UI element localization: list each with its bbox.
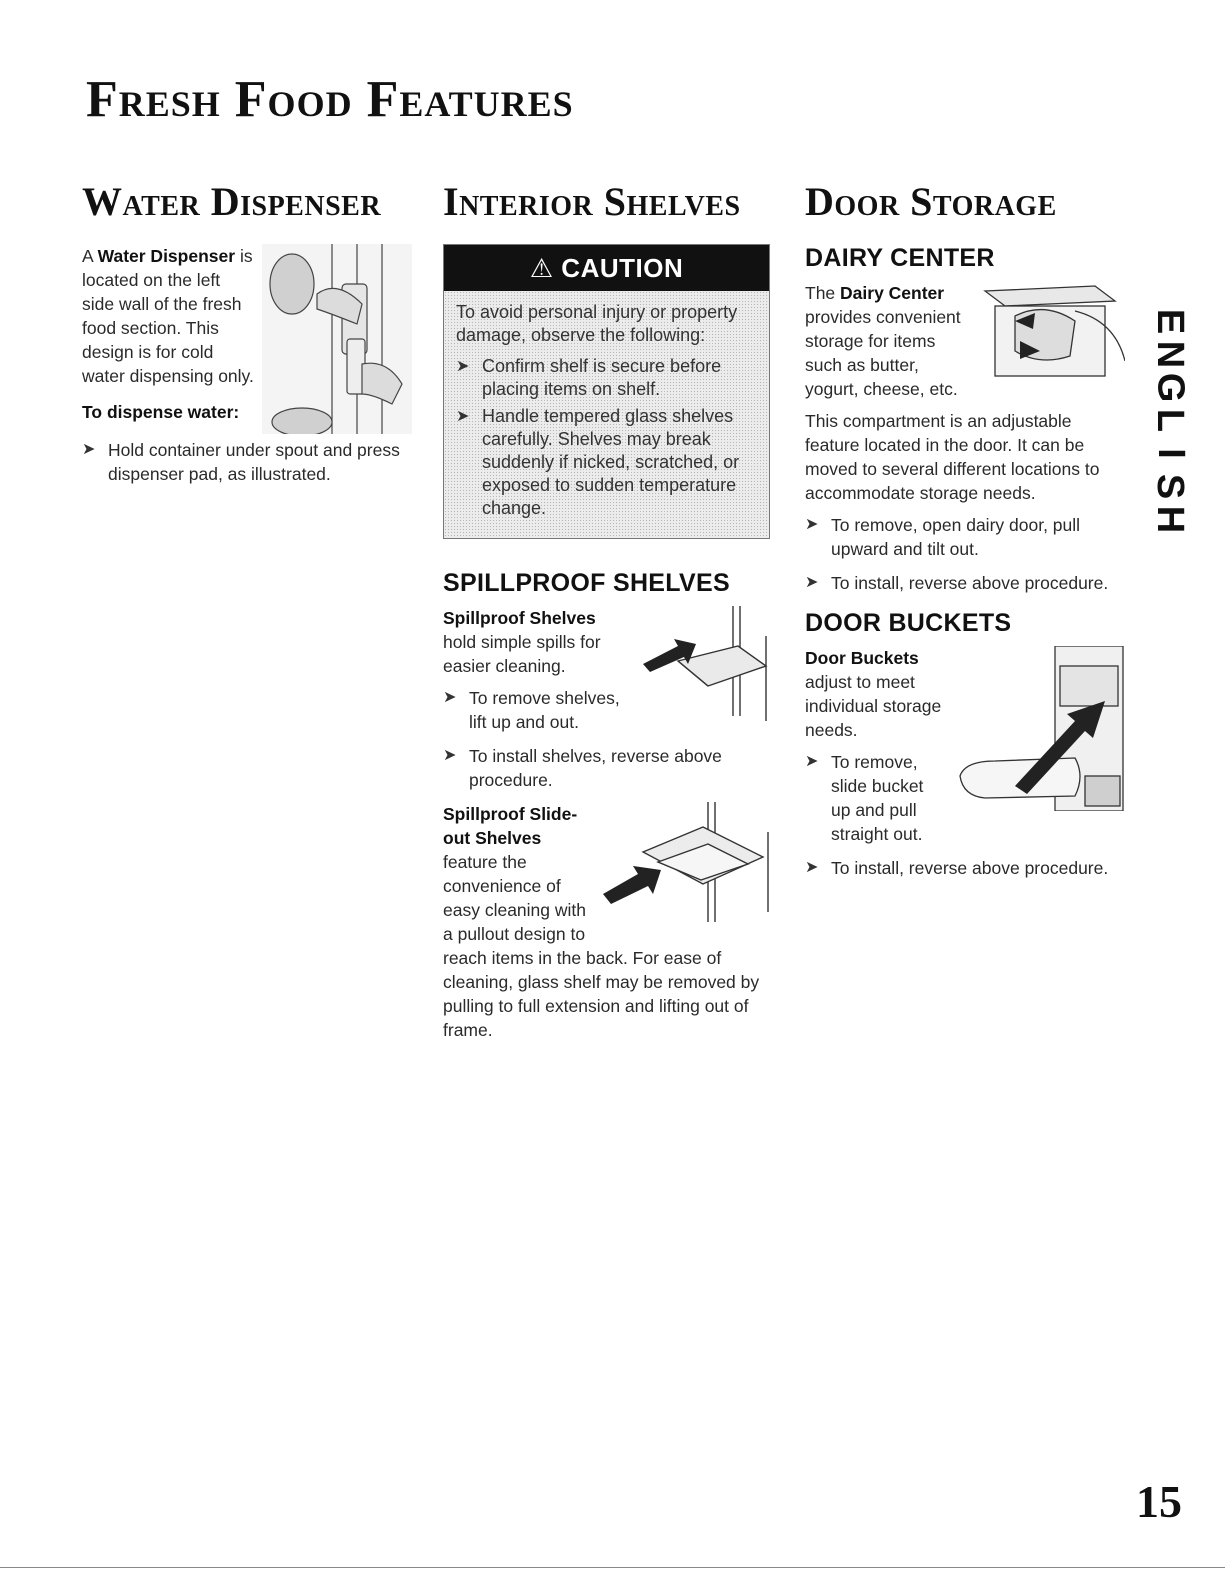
- interior-shelves-section: [443, 178, 773, 1050]
- intro-bold: Water Dispenser: [97, 246, 236, 266]
- caution-body: [444, 291, 769, 538]
- side-tab-letter: G: [1149, 372, 1192, 403]
- howto-label: To dispense water:: [82, 402, 240, 422]
- water-dispenser-section: [82, 178, 412, 496]
- list-item: ➤ To remove shelves, lift up and out.: [443, 688, 620, 732]
- intro-bold: Spillproof Shelves: [443, 608, 596, 628]
- caution-intro: To avoid personal injury or property damage, observe the following:: [456, 302, 738, 345]
- list-item: ➤ To install shelves, reverse above procedure.: [443, 746, 722, 790]
- warning-triangle-icon: ⚠: [529, 253, 554, 283]
- page-title: Fresh Food Features: [86, 71, 574, 128]
- arrowhead-right-icon: ➤: [805, 516, 819, 533]
- side-tab-letter: E: [1149, 308, 1192, 335]
- door-buckets-heading: DOOR BUCKETS: [805, 609, 1012, 637]
- intro-prefix: A: [82, 246, 93, 266]
- dairy-center-body: This compartment is an adjustable feature located in the door. It can be moved to several different locations to accommodate storage needs.: [805, 411, 1100, 503]
- door-storage-title: Door Storage: [805, 179, 1057, 224]
- side-tab-letter: N: [1149, 340, 1192, 369]
- side-tab-letter: I: [1149, 448, 1192, 459]
- slideout-bold: Spillproof Slide-out Shelves: [443, 804, 578, 848]
- intro-bold: Door Buckets: [805, 648, 919, 668]
- list-item: ➤ Hold container under spout and press dispenser pad, as illustrated.: [82, 440, 400, 484]
- door-storage-section: [805, 178, 1125, 890]
- footer-divider: [0, 1567, 1225, 1568]
- interior-shelves-title: Interior Shelves: [443, 179, 741, 224]
- list-item: ➤ To install, reverse above procedure.: [805, 573, 1109, 593]
- caution-heading: CAUTION: [561, 253, 684, 283]
- water-dispenser-title: Water Dispenser: [82, 179, 382, 224]
- intro-rest: is located on the left side wall of the fresh food section. This design is for cold water dispensing only.: [82, 246, 254, 386]
- intro-rest: adjust to meet individual storage needs.: [805, 672, 942, 740]
- spillproof-heading: SPILLPROOF SHELVES: [443, 569, 730, 597]
- arrowhead-right-icon: ➤: [82, 441, 96, 458]
- list-item: ➤ To install, reverse above procedure.: [805, 858, 1109, 878]
- list-item: ➤ Handle tempered glass shelves carefully. Shelves may break suddenly if nicked, scratched, or exposed to sudden temperature change.: [456, 406, 740, 518]
- language-side-tab: [1150, 305, 1190, 550]
- arrowhead-right-icon: ➤: [456, 358, 470, 375]
- arrowhead-right-icon: ➤: [456, 408, 470, 425]
- slideout-rest: feature the convenience of easy cleaning with a pullout design to reach items in the back. For ease of cleaning, glass shelf may be removed by pulling to full extension and lifting out of frame.: [443, 852, 760, 1040]
- arrowhead-right-icon: ➤: [805, 574, 819, 591]
- water-dispenser-illustration: [262, 244, 412, 434]
- intro-bold: Dairy Center: [840, 283, 945, 303]
- side-tab-letter: S: [1149, 473, 1192, 500]
- caution-bullets: [456, 355, 757, 520]
- water-dispenser-bullets: [82, 438, 412, 486]
- list-item: ➤ To remove, open dairy door, pull upward and tilt out.: [805, 515, 1081, 559]
- slideout-shelf-illustration: [603, 802, 773, 922]
- spillproof-bullets: [443, 686, 773, 792]
- page-number: 15: [1136, 1476, 1182, 1527]
- arrowhead-right-icon: ➤: [443, 747, 457, 764]
- side-tab-letter: L: [1149, 408, 1192, 433]
- arrowhead-right-icon: ➤: [805, 753, 819, 770]
- door-buckets-bullets: [805, 750, 1125, 880]
- intro-rest: hold simple spills for easier cleaning.: [443, 632, 601, 676]
- intro-rest: provides convenient storage for items such as butter, yogurt, cheese, etc.: [805, 307, 961, 399]
- arrowhead-right-icon: ➤: [805, 859, 819, 876]
- dairy-center-illustration: [975, 281, 1125, 386]
- side-tab-letter: H: [1149, 505, 1192, 534]
- list-item: ➤ Confirm shelf is secure before placing items on shelf.: [456, 356, 722, 399]
- arrowhead-right-icon: ➤: [443, 689, 457, 706]
- dairy-center-bullets: [805, 513, 1125, 595]
- list-item: ➤ To remove, slide bucket up and pull straight out.: [805, 752, 924, 844]
- intro-prefix: The: [805, 283, 836, 303]
- caution-box: [443, 244, 770, 539]
- caution-header: [444, 245, 769, 291]
- dairy-center-heading: DAIRY CENTER: [805, 244, 995, 272]
